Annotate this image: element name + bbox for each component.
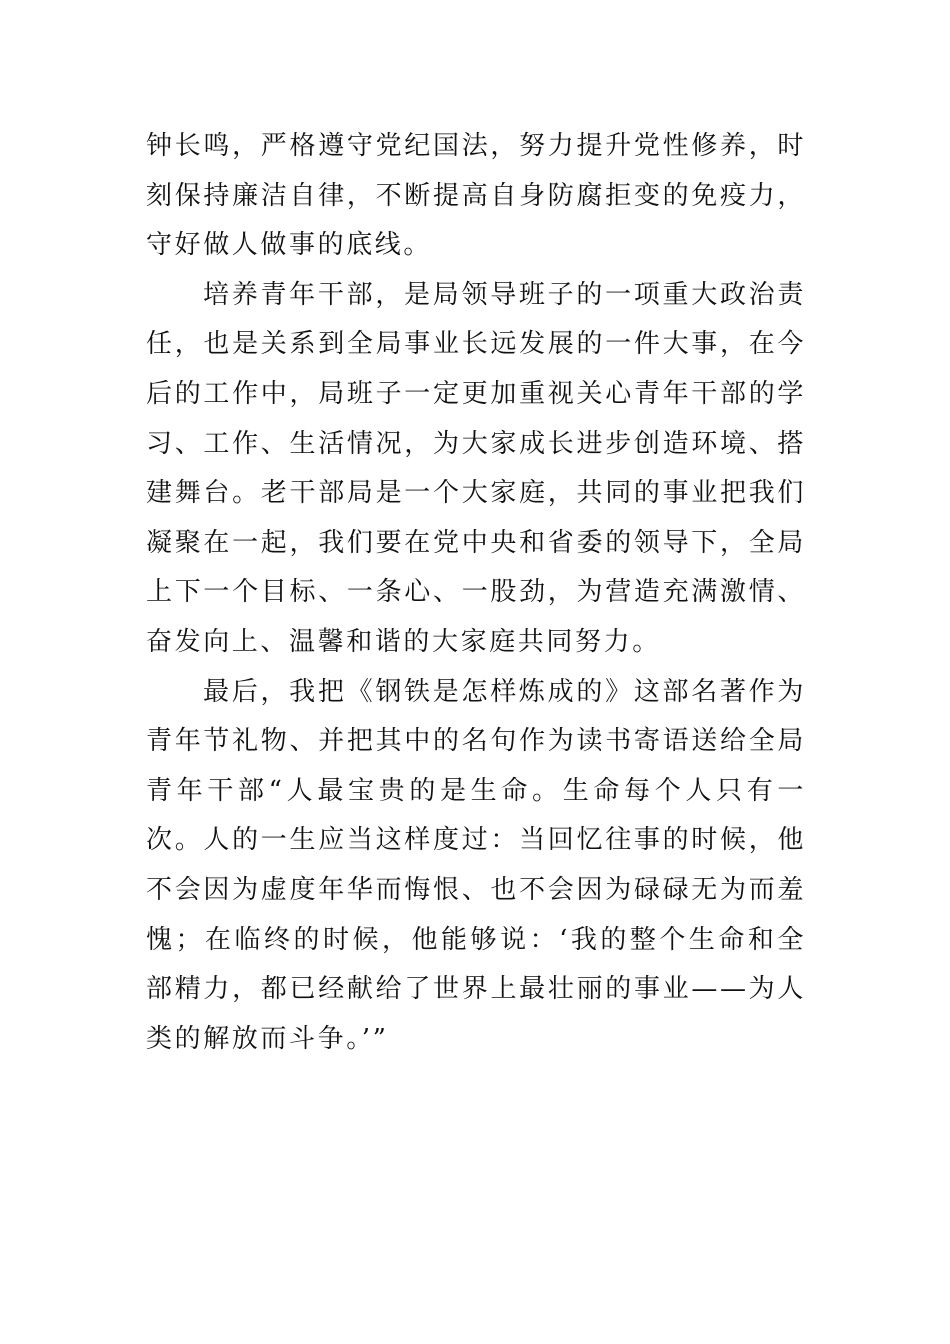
- paragraph-continuation: 钟长鸣，严格遵守党纪国法，努力提升党性修养，时刻保持廉洁自律，不断提高自身防腐拒变的免疫力，守好做人做事的底线。: [146, 131, 806, 261]
- document-body: [146, 122, 806, 1064]
- paragraph-youth-cadres: 培养青年干部，是局领导班子的一项重大政治责任，也是关系到全局事业长远发展的一件大事，在今后的工作中，局班子一定更加重视关心青年干部的学习、工作、生活情况，为大家成长进步创造环境、搭建舞台。老干部局是一个大家庭，共同的事业把我们凝聚在一起，我们要在党中央和省委的领导下，全局上下一个目标、一条心、一股劲，为营造充满激情、奋发向上、温馨和谐的大家庭共同努力。: [146, 279, 806, 657]
- paragraph-closing-quote: 最后，我把《钢铁是怎样炼成的》这部名著作为青年节礼物、并把其中的名句作为读书寄语送给全局青年干部“人最宝贵的是生命。生命每个人只有一次。人的一生应当这样度过：当回忆往事的时候，他不会因为虚度年华而悔恨、也不会因为碌碌无为而羞愧；在临终的时候，他能够说：‘我的整个生命和全部精力，都已经献给了世界上最壮丽的事业——为人类的解放而斗争。’”: [146, 676, 806, 1054]
